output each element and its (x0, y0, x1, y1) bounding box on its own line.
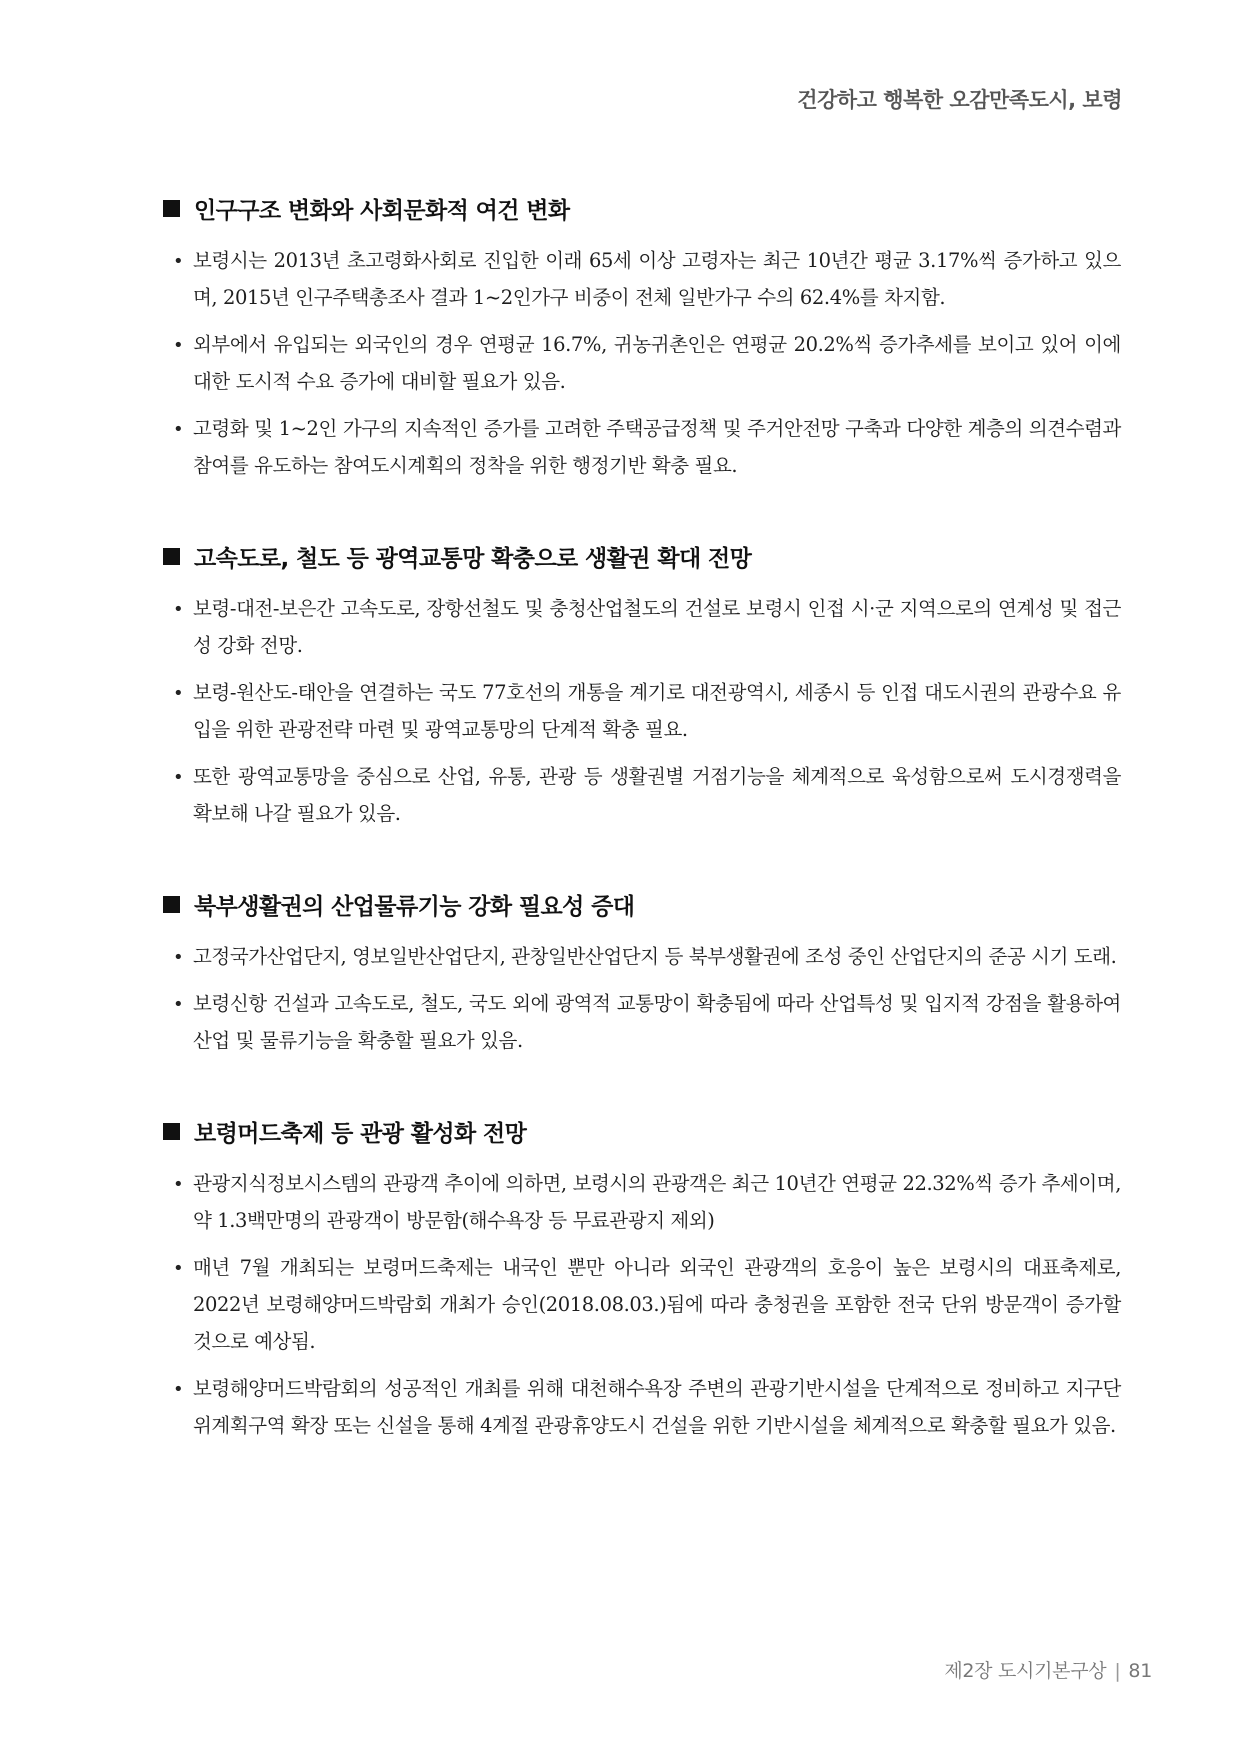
page-number: 81 (1128, 1660, 1152, 1682)
section-heading (163, 188, 1121, 228)
list-item (163, 938, 1121, 975)
square-bullet-icon (163, 200, 180, 217)
section-heading-text: 보령머드축제 등 관광 활성화 전망 (194, 1120, 527, 1147)
bullet-text: 매년 7월 개최되는 보령머드축제는 내국인 뿐만 아니라 외국인 관광객의 호응이 높은 보령시의 대표축제로, 2022년 보령해양머드박람회 개최가 승인(2018.08.03.)됨에 따라 충청권을 포함한 전국 단위 방문객이 증가할 것으로 예상됨. (193, 1256, 1121, 1353)
list-item (163, 1370, 1121, 1444)
list-item (163, 410, 1121, 484)
section-tourism (163, 1111, 1121, 1444)
running-header-title: 건강하고 행복한 오감만족도시, 보령 (797, 88, 1122, 112)
list-item (163, 242, 1121, 316)
bullet-dot-icon: • (173, 1379, 184, 1400)
bullet-text: 보령-원산도-태안을 연결하는 국도 77호선의 개통을 계기로 대전광역시, 세종시 등 인접 대도시권의 관광수요 유입을 위한 관광전략 마련 및 광역교통망의 단계적 확충 필요. (193, 681, 1121, 741)
square-bullet-icon (163, 896, 180, 913)
bullet-text: 보령신항 건설과 고속도로, 철도, 국도 외에 광역적 교통망이 확충됨에 따라 산업특성 및 입지적 강점을 활용하여 산업 및 물류기능을 확충할 필요가 있음. (193, 992, 1121, 1052)
bullet-dot-icon: • (173, 1174, 184, 1195)
section-industry (163, 884, 1121, 1059)
section-heading-text: 북부생활권의 산업물류기능 강화 필요성 증대 (194, 893, 635, 920)
bullet-dot-icon: • (173, 947, 184, 968)
bullet-text: 외부에서 유입되는 외국인의 경우 연평균 16.7%, 귀농귀촌인은 연평균 20.2%씩 증가추세를 보이고 있어 이에 대한 도시적 수요 증가에 대비할 필요가 있음. (193, 333, 1121, 393)
square-bullet-icon (163, 1123, 180, 1140)
footer-separator: | (1114, 1660, 1121, 1682)
list-item (163, 1165, 1121, 1239)
document-body (163, 188, 1121, 1496)
section-transport (163, 536, 1121, 832)
bullet-text: 관광지식정보시스템의 관광객 추이에 의하면, 보령시의 관광객은 최근 10년간 연평균 22.32%씩 증가 추세이며, 약 1.3백만명의 관광객이 방문함(해수욕장 등 무료관광지 제외) (193, 1172, 1121, 1232)
bullet-list (163, 1165, 1121, 1444)
section-heading (163, 536, 1121, 576)
section-population (163, 188, 1121, 484)
bullet-text: 보령시는 2013년 초고령화사회로 진입한 이래 65세 이상 고령자는 최근 10년간 평균 3.17%씩 증가하고 있으며, 2015년 인구주택총조사 결과 1~2인가구 비중이 전체 일반가구 수의 62.4%를 차지함. (193, 249, 1121, 309)
bullet-text: 보령-대전-보은간 고속도로, 장항선철도 및 충청산업철도의 건설로 보령시 인접 시·군 지역으로의 연계성 및 접근성 강화 전망. (193, 597, 1121, 657)
square-bullet-icon (163, 548, 180, 565)
bullet-dot-icon: • (173, 419, 184, 440)
bullet-text: 또한 광역교통망을 중심으로 산업, 유통, 관광 등 생활권별 거점기능을 체계적으로 육성함으로써 도시경쟁력을 확보해 나갈 필요가 있음. (193, 765, 1121, 825)
bullet-dot-icon: • (173, 335, 184, 356)
list-item (163, 1249, 1121, 1360)
bullet-dot-icon: • (173, 251, 184, 272)
bullet-list (163, 938, 1121, 1059)
bullet-dot-icon: • (173, 683, 184, 704)
bullet-dot-icon: • (173, 994, 184, 1015)
page-footer (944, 1656, 1152, 1683)
bullet-text: 고정국가산업단지, 영보일반산업단지, 관창일반산업단지 등 북부생활권에 조성 중인 산업단지의 준공 시기 도래. (193, 945, 1117, 968)
section-heading (163, 1111, 1121, 1151)
footer-chapter-title: 제2장 도시기본구상 (944, 1660, 1107, 1682)
bullet-dot-icon: • (173, 599, 184, 620)
bullet-dot-icon: • (173, 767, 184, 788)
list-item (163, 590, 1121, 664)
list-item (163, 674, 1121, 748)
bullet-list (163, 590, 1121, 832)
bullet-text: 고령화 및 1~2인 가구의 지속적인 증가를 고려한 주택공급정책 및 주거안전망 구축과 다양한 계층의 의견수렴과 참여를 유도하는 참여도시계획의 정착을 위한 행정기반 확충 필요. (193, 417, 1121, 477)
section-heading (163, 884, 1121, 924)
list-item (163, 985, 1121, 1059)
section-heading-text: 고속도로, 철도 등 광역교통망 확충으로 생활권 확대 전망 (194, 545, 752, 572)
list-item (163, 758, 1121, 832)
section-heading-text: 인구구조 변화와 사회문화적 여건 변화 (194, 197, 570, 224)
bullet-text: 보령해양머드박람회의 성공적인 개최를 위해 대천해수욕장 주변의 관광기반시설을 단계적으로 정비하고 지구단위계획구역 확장 또는 신설을 통해 4계절 관광휴양도시 건설을 위한 기반시설을 체계적으로 확충할 필요가 있음. (193, 1377, 1121, 1437)
bullet-dot-icon: • (173, 1258, 184, 1279)
bullet-list (163, 242, 1121, 484)
list-item (163, 326, 1121, 400)
